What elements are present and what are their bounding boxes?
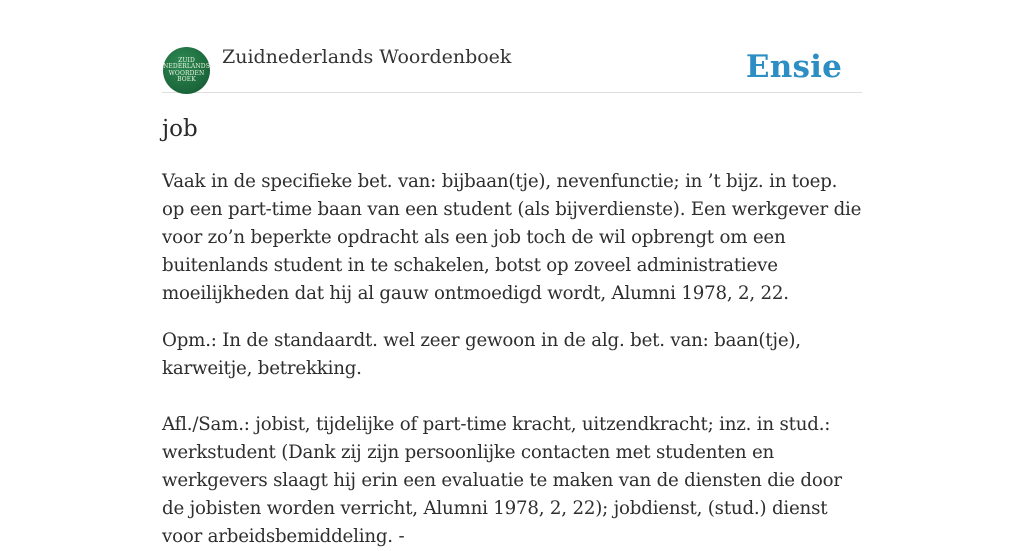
entry-remark: Opm.: In de standaardt. wel zeer gewoon in de alg. bet. van: baan(tje), karweitje, betrekking. [162,330,801,379]
page-header [162,0,862,93]
entry-definition: Vaak in de specifieke bet. van: bijbaan(tje), nevenfunctie; in ’t bijz. in toep. op een part-time baan van een student (als bijverdienste). Een werkgever die voor zo’n beperkte opdracht als een job toch de wil opbrengt om een buitenlands student in te schakelen, botst op zoveel administratieve moeilijkheden dat hij al gauw ontmoedigd wordt, Alumni 1978, 2, 22. [162,171,862,304]
entry-card [162,0,862,547]
logo-line: BOEK [177,75,196,83]
site-title[interactable]: Zuidnederlands Woordenboek [222,46,512,68]
logo-line: WOORDEN [168,69,205,77]
logo-line: NEDERLANDS [163,63,210,71]
brand-logo[interactable]: Ensie [745,49,842,85]
entry-headword: job [162,116,198,142]
entry-derivations: Afl./Sam.: jobist, tijdelijke of part-time kracht, uitzendkracht; inz. in stud.: werkstudent (Dank zij zijn persoonlijke contacten met studenten en werkgevers slaagt hij erin een evaluatie te maken van de diensten die door de jobisten worden verricht, Alumni 1978, 2, 22); jobdienst, (stud.) dienst voor arbeidsbemiddeling. - [162,414,842,547]
logo-line: ZUID [178,56,195,64]
site-logo-icon[interactable] [163,47,210,94]
